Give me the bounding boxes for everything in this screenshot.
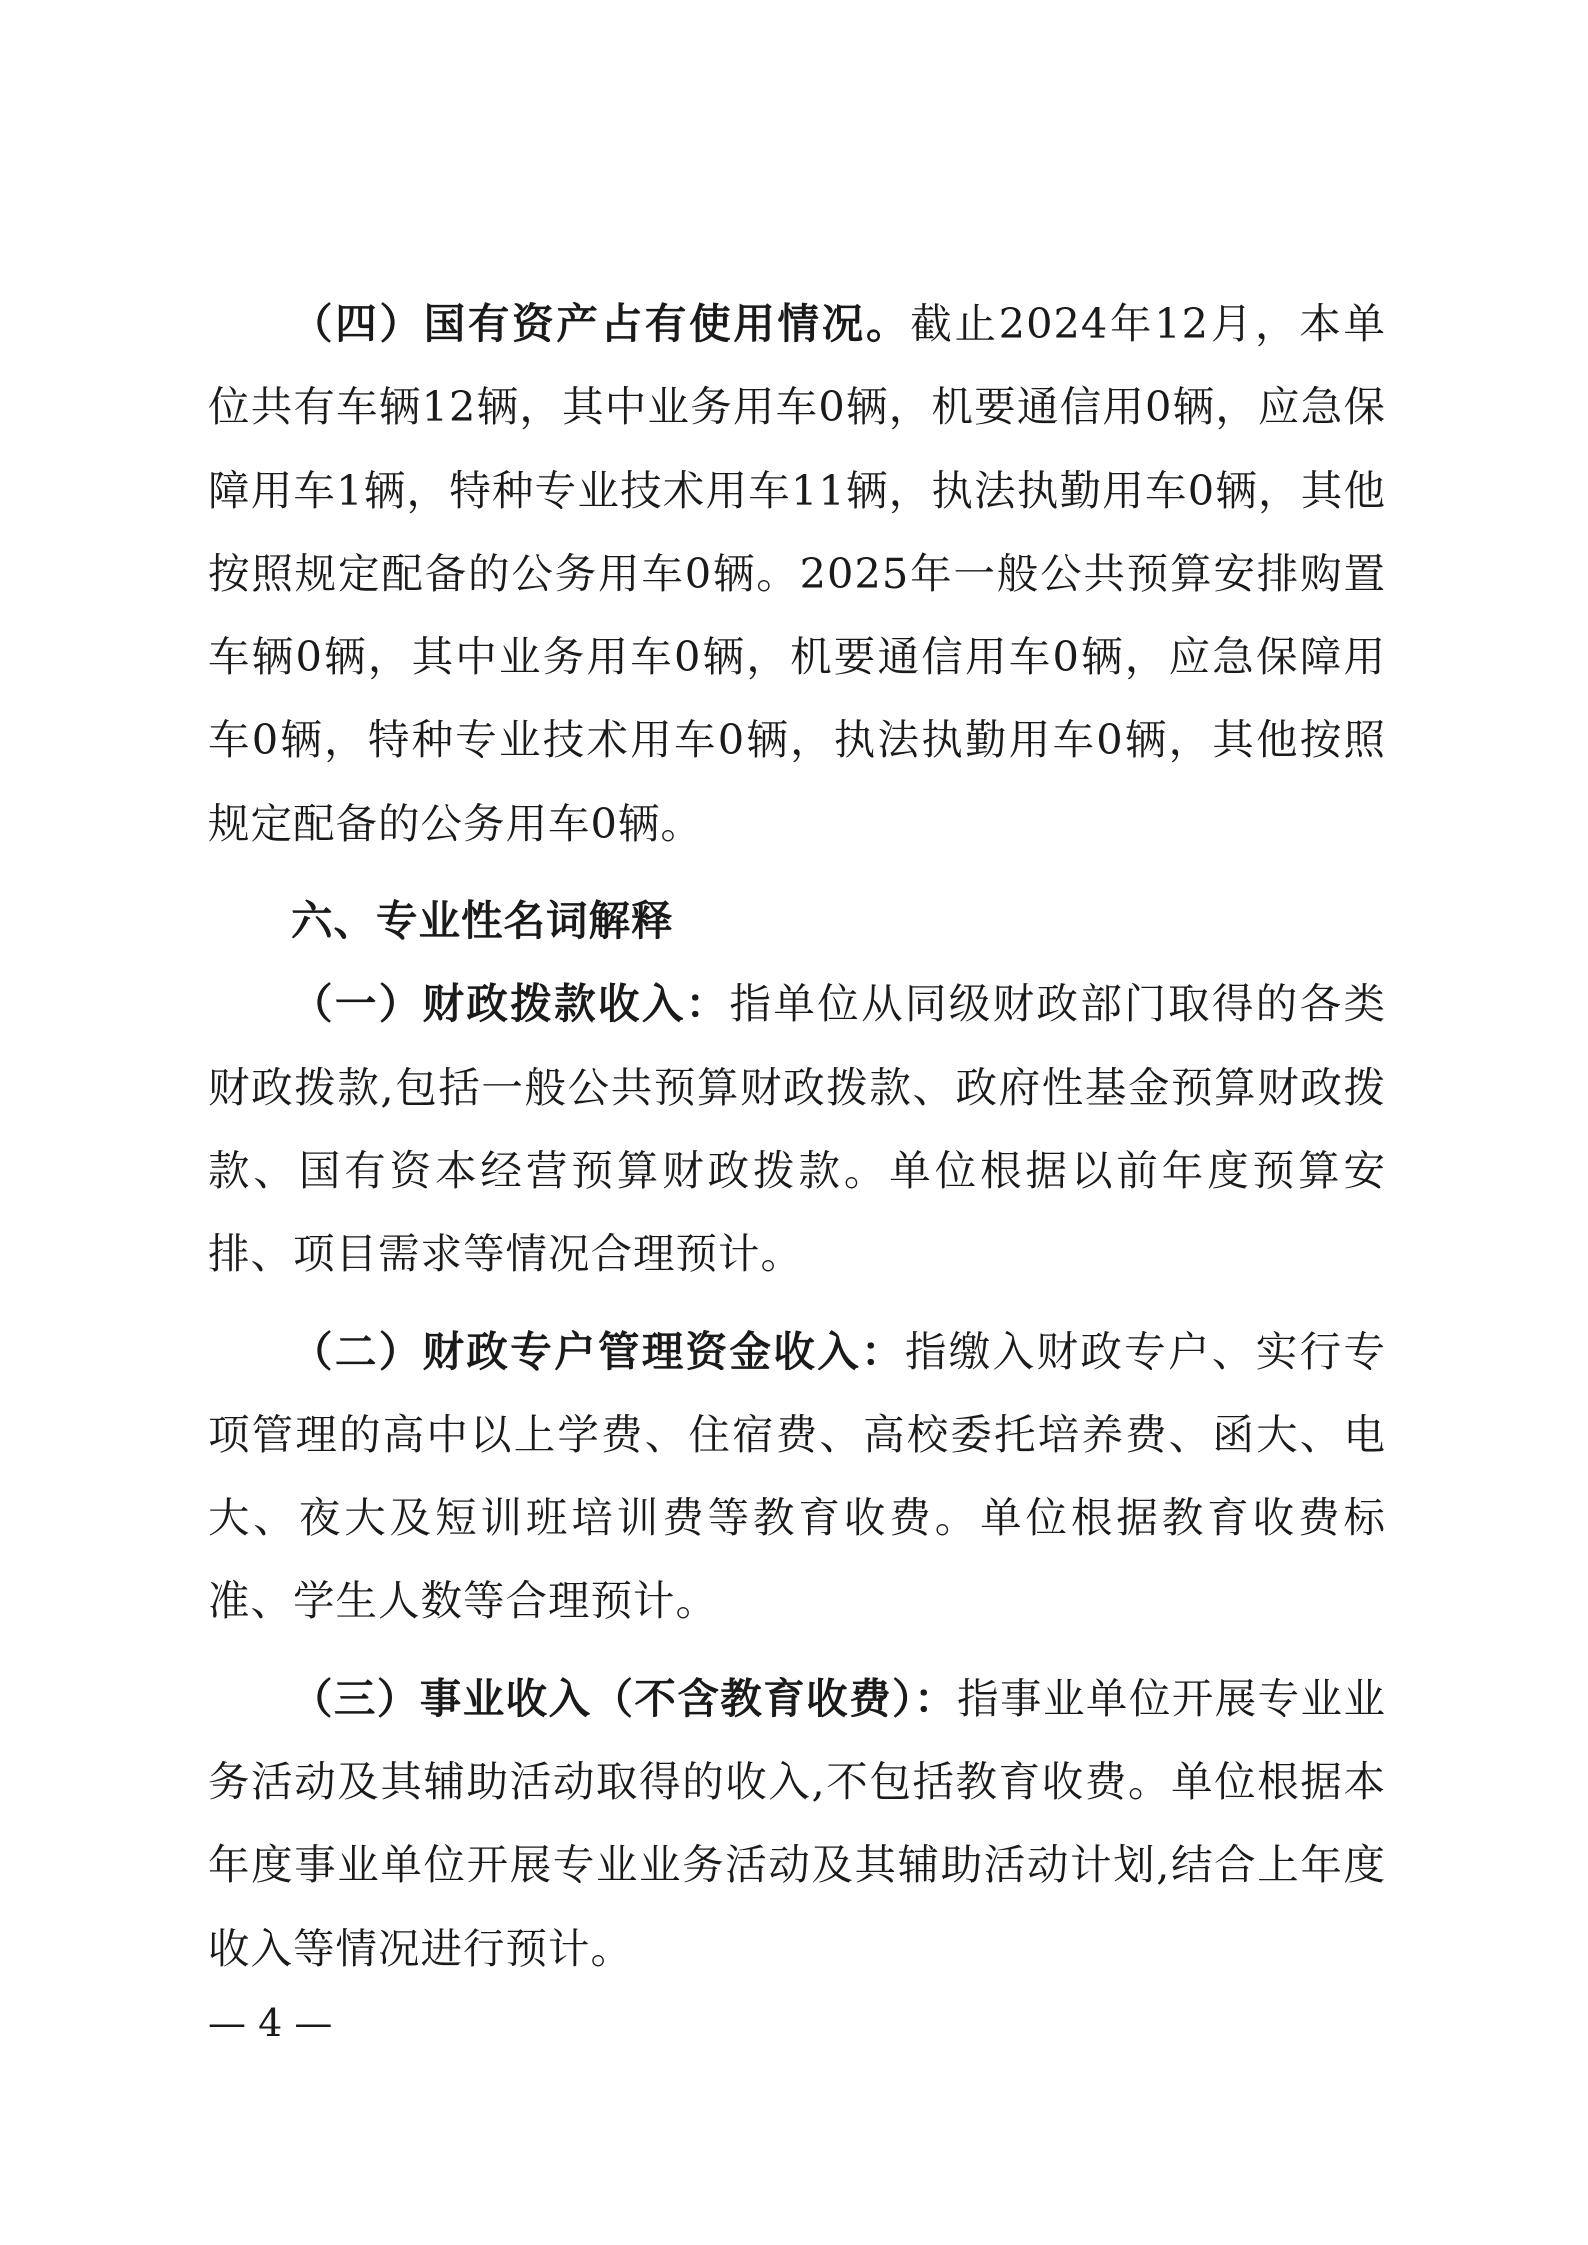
section-heading: 六、专业性名词解释 (291, 896, 674, 946)
term-label: （二）财政专户管理资金收入： (291, 1326, 905, 1376)
term-label: （三）事业收入（不含教育收费）： (291, 1673, 958, 1723)
paragraph-state-assets (208, 282, 1386, 865)
paragraph-term-fiscal-appropriation (208, 962, 1386, 1295)
paragraph-term-business-income (208, 1657, 1386, 1990)
term-definition: 指事业单位开展专业业务活动及其辅助活动取得的收入,不包括教育收费。单位根据本年度事业单位开展专业业务活动及其辅助活动计划,结合上年度收入等情况进行预计。 (208, 1673, 1386, 1973)
paragraph-text: 截止2024年12月，本单位共有车辆12辆，其中业务用车0辆，机要通信用0辆，应急保障用车1辆，特种专业技术用车11辆，执法执勤用车0辆，其他按照规定配备的公务用车0辆。2025年一般公共预算安排购置车辆0辆，其中业务用车0辆，机要通信用车0辆，应急保障用车0辆，特种专业技术用车0辆，执法执勤用车0辆，其他按照规定配备的公务用车0辆。 (208, 299, 1386, 848)
term-label: （一）财政拨款收入： (291, 979, 730, 1029)
page-number: — 4 — (208, 2001, 333, 2045)
paragraph-lead: （四）国有资产占有使用情况。 (291, 299, 911, 348)
term-definition: 指单位从同级财政部门取得的各类财政拨款,包括一般公共预算财政拨款、政府性基金预算财政拨款、国有资本经营预算财政拨款。单位根据以前年度预算安排、项目需求等情况合理预计。 (208, 979, 1386, 1279)
paragraph-term-special-account (208, 1310, 1386, 1643)
page-body (208, 282, 1386, 1990)
term-definition: 指缴入财政专户、实行专项管理的高中以上学费、住宿费、高校委托培养费、函大、电大、夜大及短训班培训费等教育收费。单位根据教育收费标准、学生人数等合理预计。 (208, 1326, 1386, 1626)
